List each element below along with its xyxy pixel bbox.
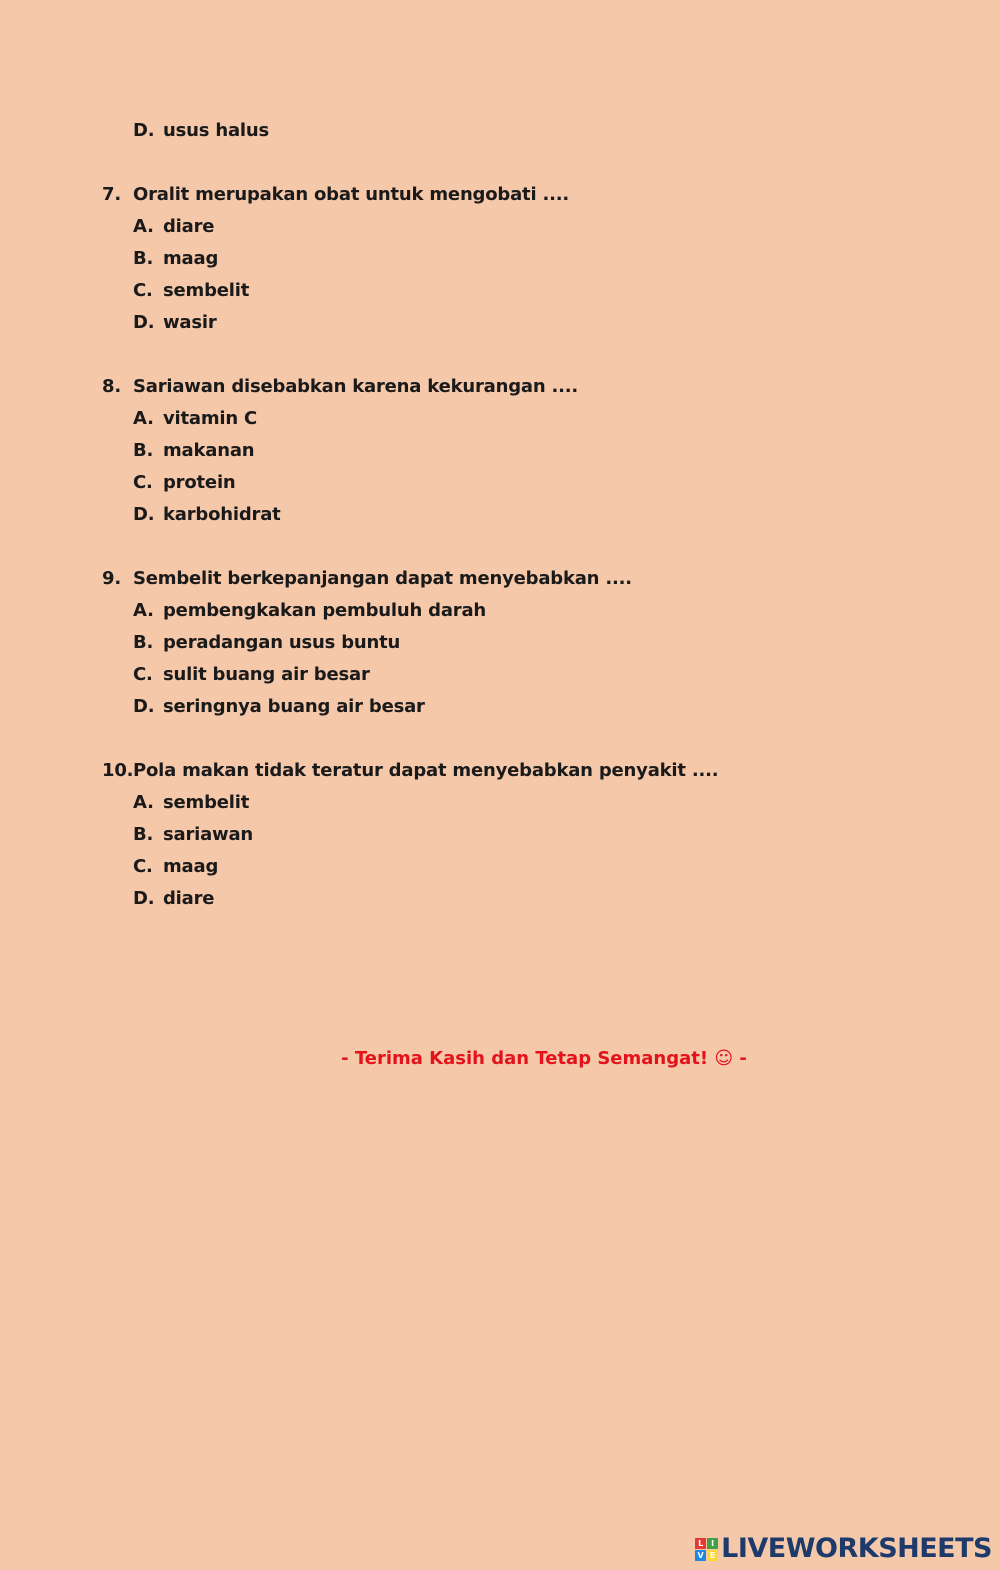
option-text: sembelit xyxy=(163,280,250,301)
option-text: karbohidrat xyxy=(163,504,281,525)
option-letter: D. xyxy=(133,120,155,141)
option-text: makanan xyxy=(163,440,255,461)
question-text: Sariawan disebabkan karena kekurangan .... xyxy=(133,376,579,397)
option-letter: C. xyxy=(133,664,153,685)
option-letter: D. xyxy=(133,312,155,333)
option-text: protein xyxy=(163,472,236,493)
option-text: sembelit xyxy=(163,792,250,813)
question-number: 9. xyxy=(102,568,121,589)
option-letter: B. xyxy=(133,824,154,845)
logo-mark-letter: V xyxy=(695,1550,706,1561)
option-text: sariawan xyxy=(163,824,254,845)
option-text: sulit buang air besar xyxy=(163,664,370,685)
closing-message: - Terima Kasih dan Tetap Semangat! ☺ - xyxy=(341,1048,747,1069)
logo-mark-letter: I xyxy=(707,1538,718,1549)
option-text: peradangan usus buntu xyxy=(163,632,401,653)
option-letter: A. xyxy=(133,216,154,237)
question-number: 7. xyxy=(102,184,121,205)
option-text: diare xyxy=(163,216,215,237)
option-letter: D. xyxy=(133,504,155,525)
question-number: 10. xyxy=(102,760,134,781)
option-letter: B. xyxy=(133,248,154,269)
question-text: Oralit merupakan obat untuk mengobati .... xyxy=(133,184,570,205)
question-number: 8. xyxy=(102,376,121,397)
option-letter: C. xyxy=(133,280,153,301)
option-letter: A. xyxy=(133,792,154,813)
option-text: usus halus xyxy=(163,120,269,141)
option-letter: C. xyxy=(133,856,153,877)
logo-mark-icon xyxy=(695,1538,718,1561)
option-letter: A. xyxy=(133,408,154,429)
option-text: pembengkakan pembuluh darah xyxy=(163,600,487,621)
option-text: seringnya buang air besar xyxy=(163,696,425,717)
question-text: Sembelit berkepanjangan dapat menyebabkan .... xyxy=(133,568,632,589)
question-text: Pola makan tidak teratur dapat menyebabkan penyakit .... xyxy=(133,760,719,781)
liveworksheets-logo[interactable] xyxy=(695,1534,992,1564)
logo-mark-letter: L xyxy=(695,1538,706,1549)
logo-text: LIVEWORKSHEETS xyxy=(721,1533,992,1564)
option-text: diare xyxy=(163,888,215,909)
option-text: maag xyxy=(163,248,219,269)
option-letter: B. xyxy=(133,440,154,461)
option-letter: B. xyxy=(133,632,154,653)
option-letter: A. xyxy=(133,600,154,621)
option-letter: D. xyxy=(133,696,155,717)
option-letter: D. xyxy=(133,888,155,909)
option-text: wasir xyxy=(163,312,217,333)
option-text: vitamin C xyxy=(163,408,258,429)
option-letter: C. xyxy=(133,472,153,493)
option-text: maag xyxy=(163,856,219,877)
logo-mark-letter: E xyxy=(707,1550,718,1561)
